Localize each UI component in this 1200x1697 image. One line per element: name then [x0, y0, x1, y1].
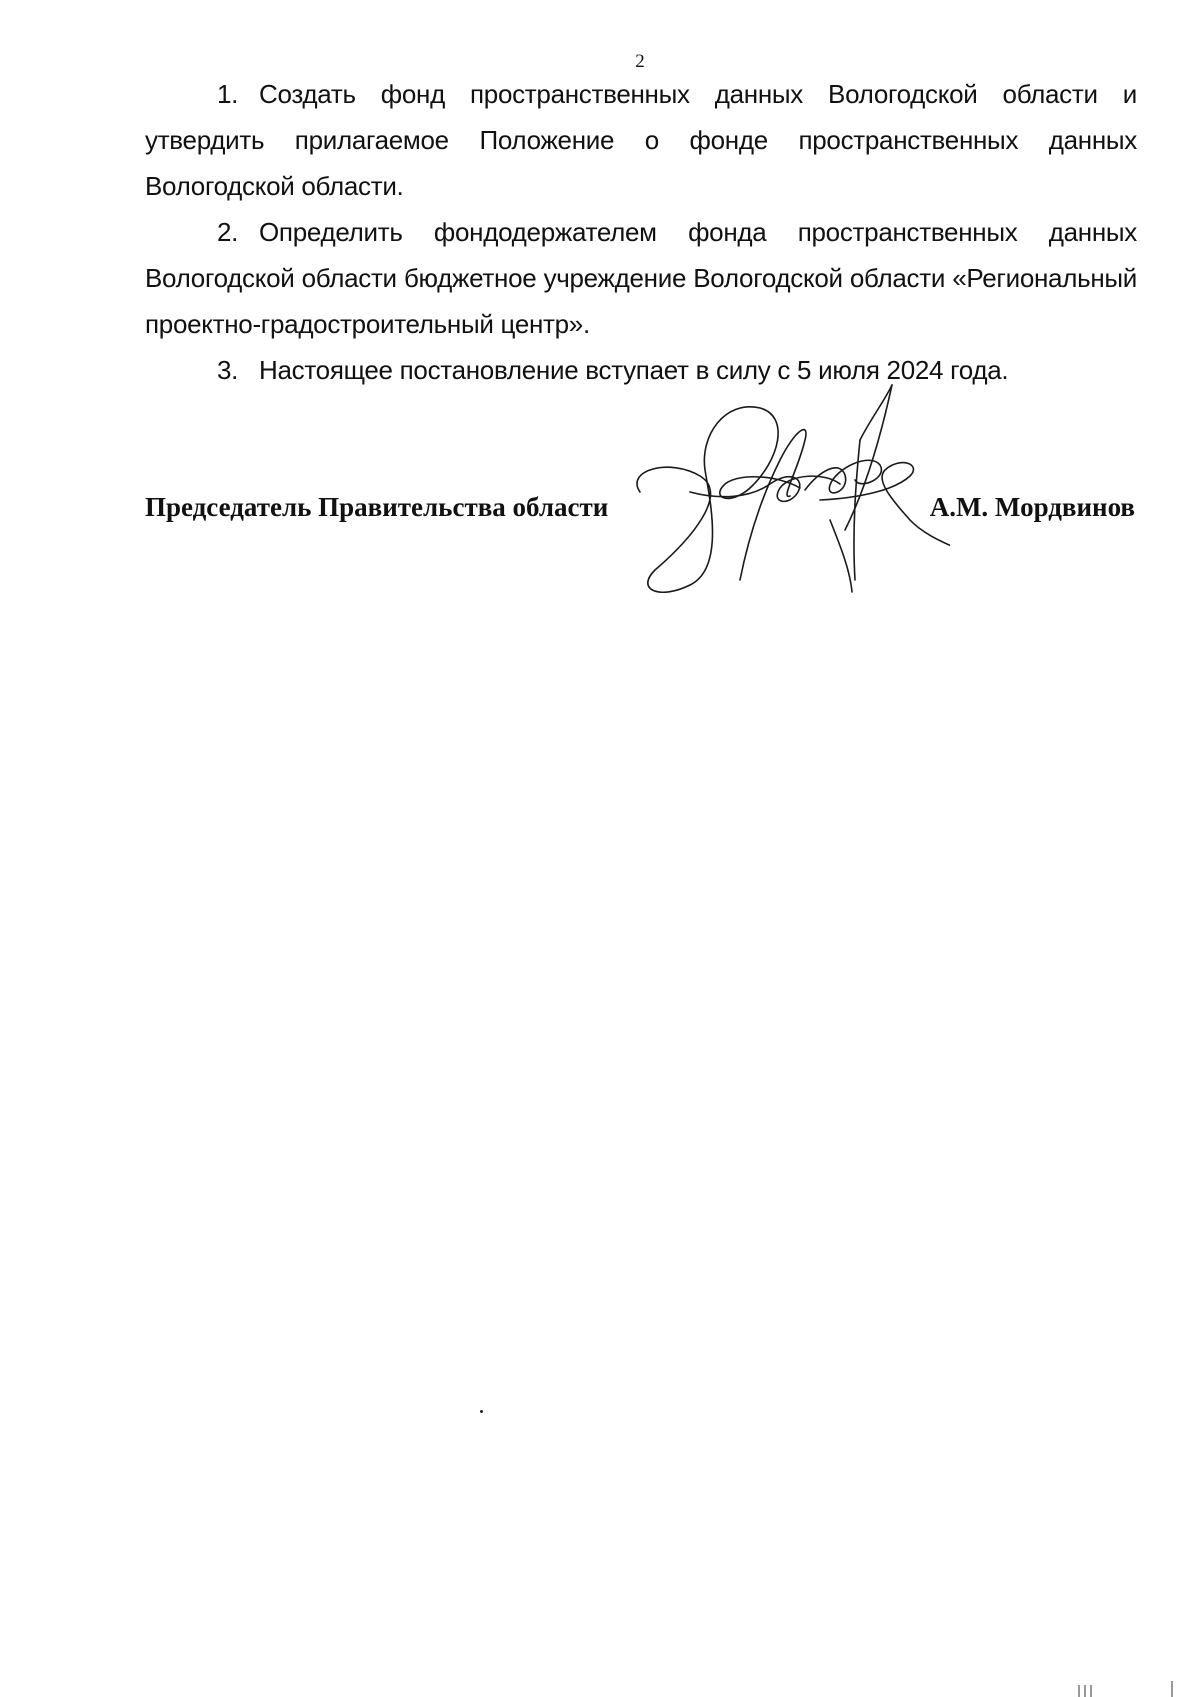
signatory-position: Председатель Правительства области: [145, 492, 609, 522]
stray-dot: [480, 1410, 483, 1413]
signatory-name: А.М. Мордвинов: [929, 492, 1135, 522]
paragraph-text: Определить фондодержателем фонда пространственных данных Вологодской области бюджетное учреждение Вологодской области «Региональный проектно-градостроительный центр».: [145, 217, 1137, 339]
paragraph-number: 2.: [217, 217, 239, 247]
page-number: 2: [635, 51, 645, 72]
paragraph-1: [145, 71, 1137, 209]
scan-edge-marks: [1077, 1679, 1177, 1697]
paragraph-2: [145, 209, 1137, 347]
paragraph-number: 3.: [217, 355, 239, 385]
handwritten-signature: [630, 380, 950, 600]
paragraph-text: Настоящее постановление вступает в силу с 5 июля 2024 года.: [259, 355, 1009, 385]
document-body: [145, 71, 1137, 393]
paragraph-text: Создать фонд пространственных данных Вологодской области и утвердить прилагаемое Положение о фонде пространственных данных Вологодской области.: [145, 79, 1137, 201]
paragraph-number: 1.: [217, 79, 239, 109]
